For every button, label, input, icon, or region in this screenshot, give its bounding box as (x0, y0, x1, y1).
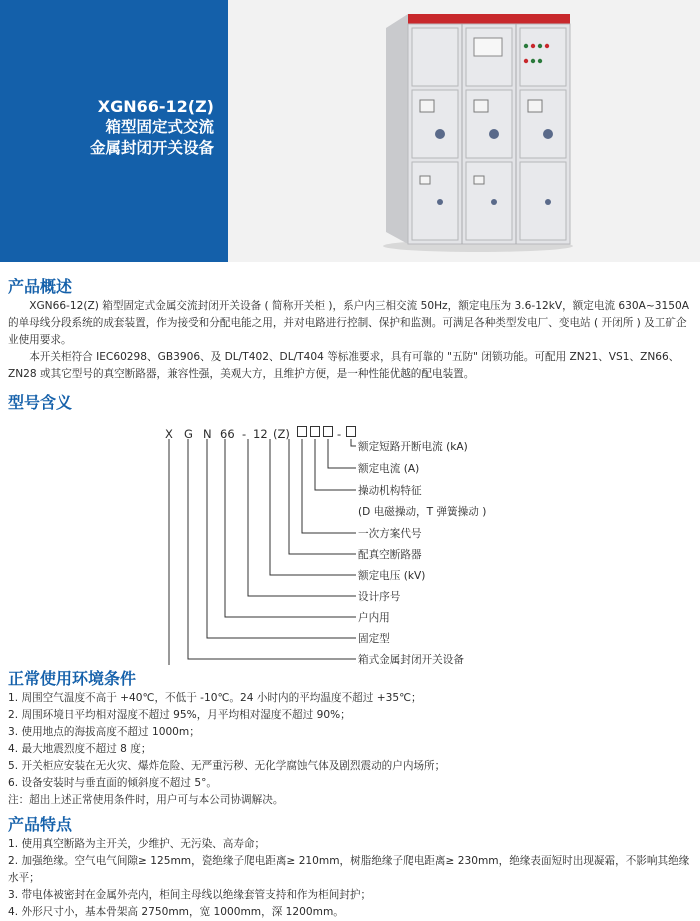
overview-paragraph-1: XGN66-12(Z) 箱型固定式金属交流封闭开关设备 ( 简称开关柜 )，系户内三相交流 50Hz，额定电压为 3.6-12kV，额定电流 630A~3150A 的单母线分段系统的成套装置，作为接受和分配电能之用，并对电路进行控制、保护和监测。可满足各种类型发电厂、变电站 ( 开闭所 ) 及工矿企业使用要求。 (8, 300, 689, 346)
overview-heading: 产品概述 (8, 277, 73, 296)
label-design-serial: 设计序号 (358, 591, 401, 603)
list-item: 5. 开关柜应安装在无火灾、爆炸危险、无严重污秽、无化学腐蚀气体及剧烈震动的户内场所； (8, 760, 446, 772)
hero-title-panel (0, 0, 228, 262)
code-char-dash2: - (337, 427, 342, 441)
overview-paragraph-2: 本开关柜符合 IEC60298、GB3906、及 DL/T402、DL/T404 等标准要求，具有可靠的 "五防" 闭锁功能。可配用 ZN21、VS1、ZN66、ZN28 或其它型号的真空断路器，兼容性强，美观大方，且维护方便，是一种性能优越的配电装置。 (8, 351, 680, 380)
code-char-dash: - (242, 427, 247, 441)
label-rated-breaking-current: 额定短路开断电流 (kA) (358, 441, 468, 453)
list-item: 1. 周围空气温度不高于 +40℃，不低于 -10℃。24 小时内的平均温度不超过 +35℃； (8, 692, 422, 704)
list-item: 4. 外形尺寸小，基本骨架高 2750mm，宽 1000mm，深 1200mm。 (8, 906, 344, 918)
hero-banner (0, 0, 700, 262)
model-code-diagram (150, 420, 550, 665)
model-meaning-heading: 型号含义 (8, 393, 73, 412)
switchgear-cabinet-image (378, 6, 578, 256)
features-list (8, 836, 692, 921)
product-title-line2: 金属封闭开关设备 (89, 139, 214, 157)
code-leader-lines (150, 420, 550, 665)
list-item: 3. 使用地点的海拔高度不超过 1000m； (8, 726, 200, 738)
conditions-list (8, 690, 692, 809)
product-title-line1: 箱型固定式交流 (105, 118, 214, 136)
label-fixed-type: 固定型 (358, 633, 390, 645)
code-char-z: (Z) (273, 427, 290, 441)
label-primary-scheme-code: 一次方案代号 (358, 528, 422, 540)
list-item: 1. 使用真空断路为主开关，少维护、无污染、高寿命； (8, 838, 266, 850)
code-char-n: N (203, 427, 212, 441)
label-rated-current: 额定电流 (A) (358, 463, 420, 475)
label-indoor-use: 户内用 (358, 612, 390, 624)
list-item: 6. 设备安装时与垂直面的倾斜度不超过 5°。 (8, 777, 217, 789)
code-char-66: 66 (220, 427, 235, 441)
conditions-note: 注：超出上述正常使用条件时，用户可与本公司协调解决。 (8, 794, 284, 806)
label-box-type-switchgear: 箱式金属封闭开关设备 (358, 654, 464, 666)
label-mechanism-types: (D 电磁操动，T 弹簧操动 ) (358, 506, 487, 518)
label-rated-voltage: 额定电压 (kV) (358, 570, 426, 582)
list-item: 2. 周围环境日平均相对湿度不超过 95%，月平均相对湿度不超过 90%； (8, 709, 351, 721)
list-item: 2. 加强绝缘。空气电气间隙≥ 125mm，瓷绝缘子爬电距离≥ 210mm，树脂绝缘子爬电距离≥ 230mm，绝缘表面短时出现凝霜，不影响其绝缘水平； (8, 855, 690, 884)
code-char-12: 12 (253, 427, 268, 441)
product-model: XGN66-12(Z) (97, 97, 214, 116)
overview-body (8, 298, 692, 383)
features-heading: 产品特点 (8, 815, 73, 834)
list-item: 3. 带电体被密封在金属外壳内，柜间主母线以绝缘套管支持和作为柜间封护； (8, 889, 372, 901)
product-photo-panel (228, 0, 700, 262)
label-vacuum-breaker: 配真空断路器 (358, 549, 422, 561)
list-item: 4. 最大地震烈度不超过 8 度； (8, 743, 152, 755)
code-char-x: X (165, 427, 173, 441)
code-char-g: G (184, 427, 193, 441)
label-operating-mechanism: 操动机构特征 (358, 485, 422, 497)
hero-title (90, 96, 214, 159)
conditions-heading: 正常使用环境条件 (8, 669, 137, 688)
